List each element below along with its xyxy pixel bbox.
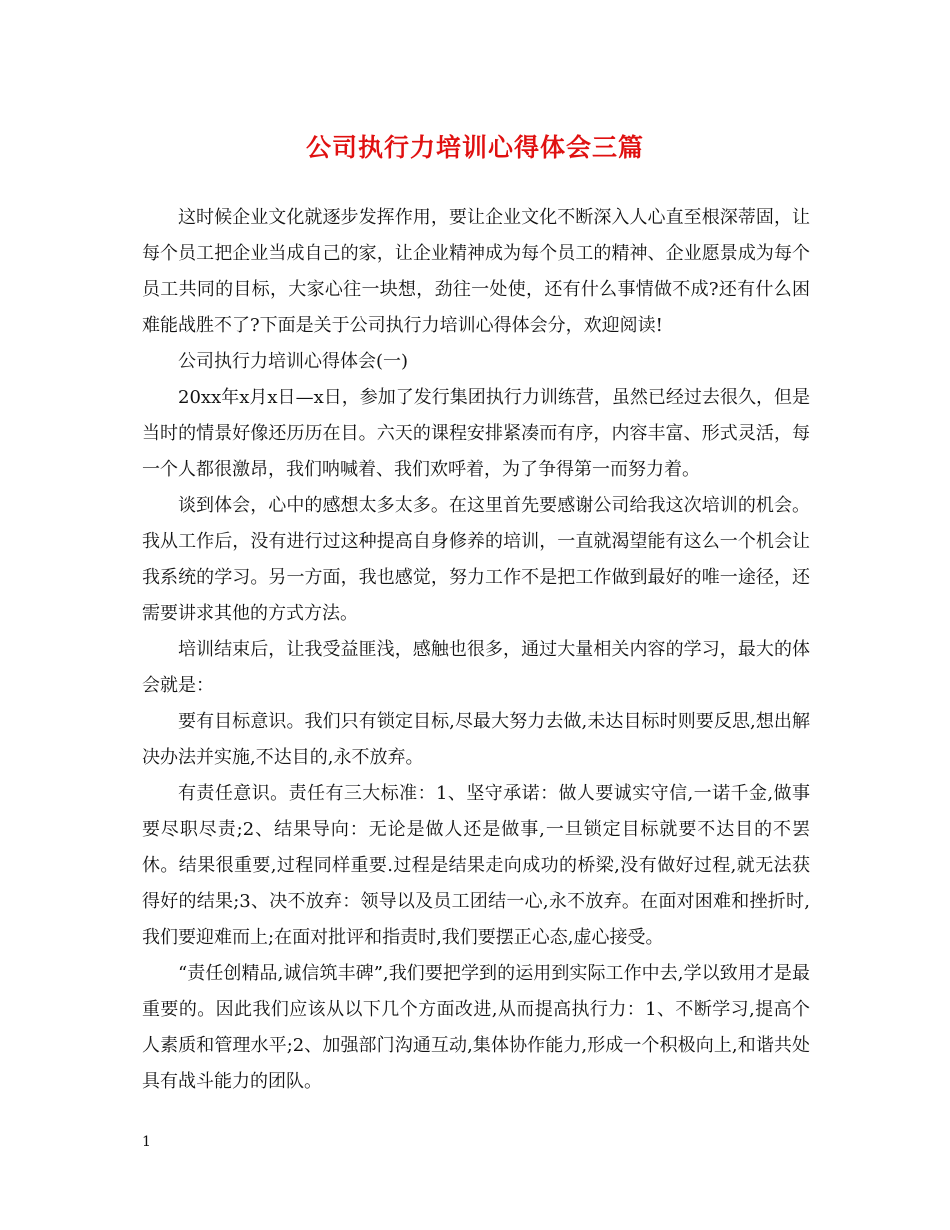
paragraph-after-training: 培训结束后，让我受益匪浅，感触也很多，通过大量相关内容的学习，最大的体会就是： bbox=[142, 639, 810, 696]
paragraph-improvement: “责任创精品,诚信筑丰碑”,我们要把学到的运用到实际工作中去,学以致用才是最重要的。因此我们应该从以下几个方面改进,从而提高执行力：1、不断学习,提高个人素质和管理水平;2、加强部门沟通互动,集体协作能力,形成一个积极向上,和谐共处具有战斗能力的团队。 bbox=[142, 963, 810, 1092]
section-heading-one: 公司执行力培训心得体会(一) bbox=[178, 351, 409, 372]
paragraph-training-camp: 20xx年x月x日—x日，参加了发行集团执行力训练营，虽然已经过去很久，但是当时的情景好像还历历在目。六天的课程安排紧凑而有序，内容丰富、形式灵活，每一个人都很激昂，我们呐喊着、我们欢呼着，为了争得第一而努力着。 bbox=[142, 387, 810, 480]
paragraph-goal-awareness: 要有目标意识。我们只有锁定目标,尽最大努力去做,未达目标时则要反思,想出解决办法并实施,不达目的,永不放弃。 bbox=[142, 711, 810, 768]
paragraph-responsibility: 有责任意识。责任有三大标准：1、坚守承诺：做人要诚实守信,一诺千金,做事要尽职尽责;2、结果导向：无论是做人还是做事,一旦锁定目标就要不达目的不罢休。结果很重要,过程同样重要.过程是结果走向成功的桥梁,没有做好过程,就无法获得好的结果;3、决不放弃：领导以及员工团结一心,永不放弃。在面对困难和挫折时,我们要迎难而上;在面对批评和指责时,我们要摆正心态,虚心接受。 bbox=[142, 783, 810, 948]
paragraph-intro: 这时候企业文化就逐步发挥作用，要让企业文化不断深入人心直至根深蒂固，让每个员工把企业当成自己的家，让企业精神成为每个员工的精神、企业愿景成为每个员工共同的目标，大家心往一块想，劲往一处使，还有什么事情做不成?还有什么困难能战胜不了?下面是关于公司执行力培训心得体会分，欢迎阅读! bbox=[142, 207, 810, 336]
paragraph-thanks: 谈到体会，心中的感想太多太多。在这里首先要感谢公司给我这次培训的机会。我从工作后，没有进行过这种提高自身修养的培训，一直就渴望能有这么一个机会让我系统的学习。另一方面，我也感觉，努力工作不是把工作做到最好的唯一途径，还需要讲求其他的方式方法。 bbox=[142, 495, 810, 624]
document-body bbox=[142, 200, 810, 1100]
page-number: 1 bbox=[142, 1134, 151, 1150]
document-title: 公司执行力培训心得体会三篇 bbox=[305, 133, 644, 162]
